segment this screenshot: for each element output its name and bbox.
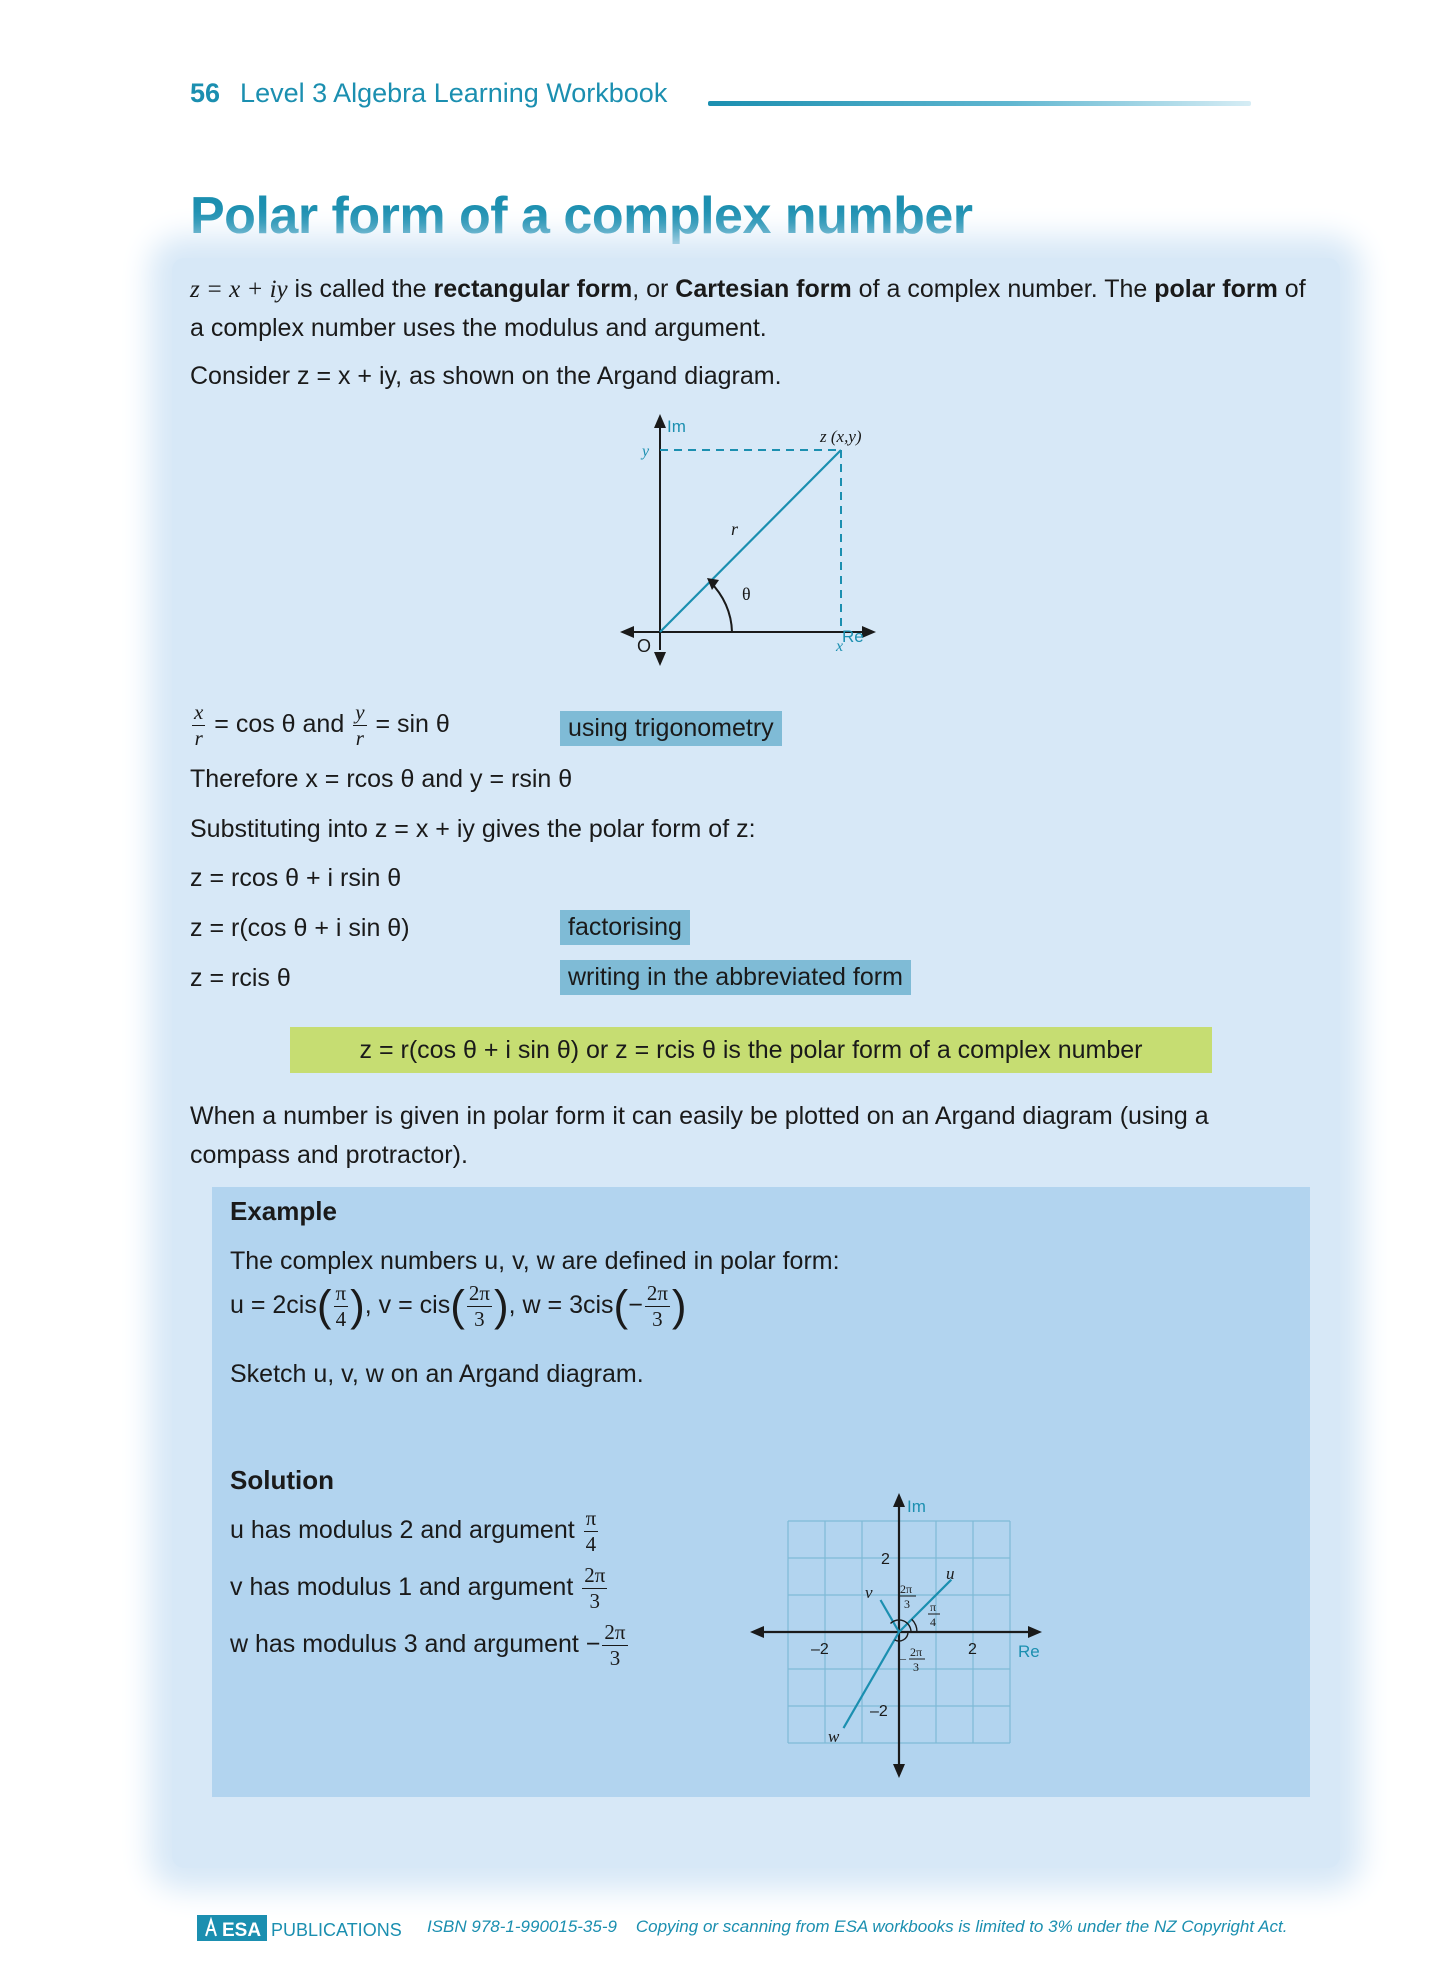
angle-w-num: 2π [910,1645,923,1659]
frac-num: π [335,1281,347,1305]
im-axis-arrow-up [654,414,666,428]
tick-pos-x: 2 [968,1641,977,1658]
re-axis-arrow-left [620,626,634,638]
angle-u-num: π [930,1600,937,1614]
frac-num: π [585,1506,597,1530]
footer-legal: ISBN 978-1-990015-35-9 Copying or scanning from ESA workbooks is limited to 3% under the NZ Copyright Act. [427,1917,1288,1936]
equation-3: z = rcis θ [190,964,291,992]
fraction-x-over-r [192,702,205,749]
r-label: r [731,519,739,539]
tick-neg-x: –2 [811,1641,829,1658]
header-rule [708,101,1251,106]
page-number: 56 [190,78,221,108]
solution-w-fraction [602,1622,627,1669]
im-label: Im [667,417,686,436]
theta-arc [710,582,732,632]
tag-factorising: factorising [560,910,690,945]
im-axis-arrow-up [893,1493,905,1507]
solution-w-text: w has modulus 3 and argument [230,1630,579,1659]
angle-arc-u [912,1619,917,1632]
solution-u-text: u has modulus 2 and argument [230,1516,575,1545]
frac-den: r [194,726,203,750]
frac-num: y [355,700,365,724]
plot-note-paragraph: When a number is given in polar form it can easily be plotted on an Argand diagram (using a compass and protractor). [190,1102,1209,1169]
page-title: Polar form of a complex number [190,187,973,245]
running-header [190,78,667,109]
w-label: w [828,1727,840,1746]
re-axis-arrow-right [862,626,876,638]
im-label: Im [907,1497,926,1516]
frac-num: x [194,700,204,724]
frac-den: 4 [585,1532,597,1556]
example-definitions: u = 2cis( $\frac{\pi}{4}$ ), v = cis( $\frac{2\pi}{3}$ ), w = 3cis(− $\frac{2\pi}{3}$ ) [230,1281,687,1331]
solution-u-fraction [584,1508,599,1555]
trig-end-text: = sin θ [368,710,450,739]
frac-den: 3 [609,1646,621,1670]
trig-mid-text: = cos θ and [207,710,352,739]
example-line1: The complex numbers u, v, w are defined in polar form: [230,1247,840,1275]
im-axis-arrow-down [654,652,666,666]
term-cartesian-form: Cartesian form [675,275,852,303]
point-z-label: z (x,y) [820,427,862,446]
solution-v-fraction [582,1565,607,1612]
frac-num: 2π [604,1620,626,1644]
tag-abbreviated-form: writing in the abbreviated form [560,960,911,995]
im-axis-arrow-down [893,1764,905,1778]
frac-den: 4 [335,1307,347,1331]
angle-w-den: 3 [913,1660,919,1674]
vector-v [881,1600,900,1632]
consider-line: Consider z = x + iy, as shown on the Argand diagram. [190,362,782,390]
theta-label: θ [742,584,751,604]
tick-pos-y: 2 [881,1551,890,1568]
intro-text-d: of a complex number uses the modulus and argument. [190,275,1306,342]
re-label: Re [1018,1642,1040,1661]
intro-paragraph [190,270,1315,348]
angle-v-den: 3 [904,1597,910,1611]
substituting-line: Substituting into z = x + iy gives the polar form of z: [190,815,756,843]
frac-den: 3 [652,1307,663,1331]
v-definition-prefix: , v = cis [364,1291,451,1320]
v-label: v [865,1583,873,1602]
trig-line [190,702,450,749]
frac-num: 2π [584,1563,606,1587]
tag-using-trigonometry: using trigonometry [560,711,782,746]
book-title: Level 3 Algebra Learning Workbook [240,78,668,108]
solution-heading: Solution [230,1465,334,1495]
term-polar-form: polar form [1154,275,1278,303]
u-definition-prefix: u = 2cis [230,1291,317,1320]
therefore-line: Therefore x = rcos θ and y = rsin θ [190,765,573,793]
example-heading: Example [230,1196,337,1226]
solution-v-text: v has modulus 1 and argument [230,1573,574,1602]
w-definition-prefix: , w = 3cis [508,1291,614,1320]
intro-text-a: is called the [287,275,434,303]
equation-1: z = rcos θ + i rsin θ [190,864,402,892]
polar-form-highlight-box: z = r(cos θ + i sin θ) or z = rcis θ is the polar form of a complex number [290,1027,1212,1073]
v-argument-fraction [467,1283,492,1330]
frac-num: 2π [468,1281,490,1305]
solution-w [230,1622,630,1669]
term-rectangular-form: rectangular form [433,275,633,303]
esa-publications-logo [197,1914,417,1942]
argand-diagram-example [746,1490,1076,1785]
re-axis-arrow-right [1028,1626,1042,1638]
example-task: Sketch u, v, w on an Argand diagram. [230,1360,644,1388]
angle-v-num: 2π [900,1582,913,1596]
w-argument-fraction [645,1283,670,1330]
intro-text-b: , or [632,275,676,303]
frac-den: 3 [589,1589,601,1613]
solution-w-sign: − [585,1630,601,1659]
frac-den: 3 [474,1307,485,1331]
u-label: u [946,1564,955,1583]
vector-r [660,450,841,632]
frac-den: r [355,726,364,750]
logo-publications: PUBLICATIONS [271,1920,402,1940]
intro-z-expression: z = x + iy [190,276,288,303]
w-sign: − [628,1291,643,1320]
solution-u [230,1508,600,1555]
y-tick-label: y [642,443,650,460]
argand-diagram-general [610,410,890,670]
x-tick-label: x [836,638,844,655]
tick-neg-y: –2 [870,1703,888,1720]
intro-text-c: of a complex number. The [851,275,1155,303]
u-argument-fraction [334,1283,349,1330]
angle-u-den: 4 [930,1615,936,1629]
re-axis-arrow-left [750,1626,764,1638]
re-label: Re [842,627,864,646]
fraction-y-over-r [353,702,366,749]
angle-w-sign: – [900,1651,906,1665]
equation-2: z = r(cos θ + i sin θ) [190,914,410,942]
logo-esa: ESA [222,1920,262,1941]
origin-label: O [637,636,652,656]
solution-v [230,1565,609,1612]
frac-num: 2π [646,1281,668,1305]
